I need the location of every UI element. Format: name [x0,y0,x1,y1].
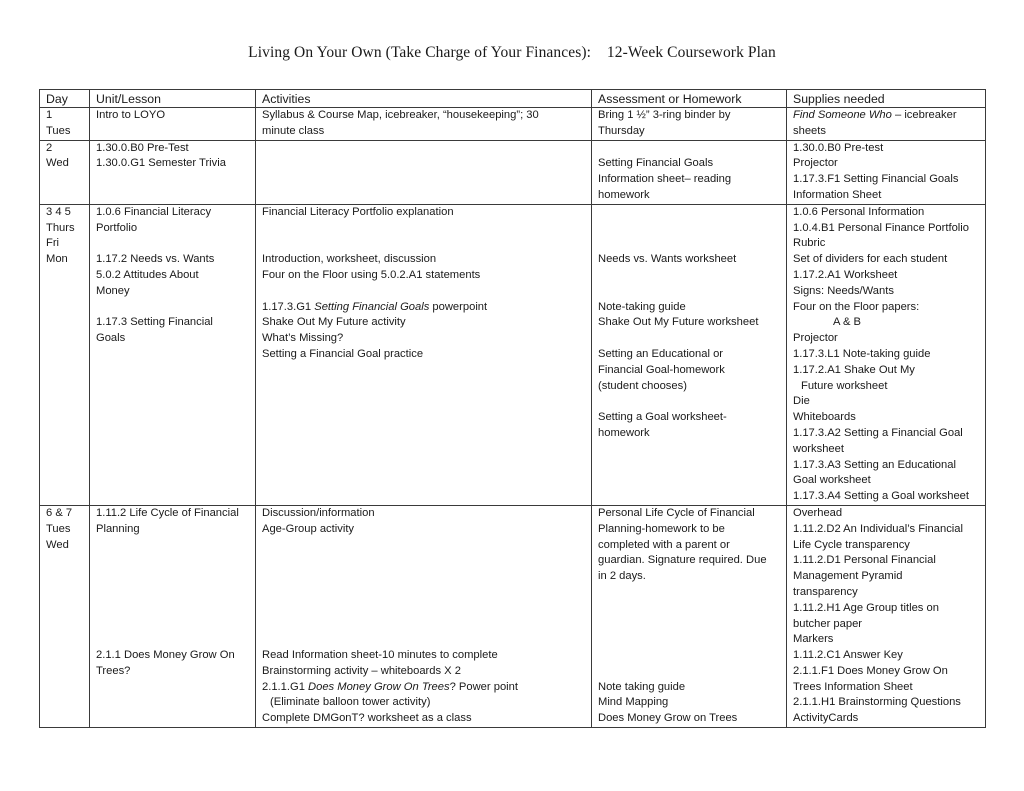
cell-line: Introduction, worksheet, discussion [262,253,437,266]
cell-line [262,553,585,569]
cell-line [598,236,780,252]
cell-line: in 2 days. [598,570,646,583]
cell-line: worksheet [793,442,844,455]
cell-line [96,538,249,554]
cell-line: 2 [46,141,53,154]
cell-line: 1.30.0.B0 Pre-Test [96,141,189,154]
cell-line: Set of dividers for each student [793,253,948,266]
cell-line: 2.1.1.H1 Brainstorming Questions [793,696,961,709]
header-row [40,90,986,108]
unit-lesson-cell [90,108,256,141]
assessment-cell [592,204,787,505]
day-cell [40,204,90,505]
cell-line: 2.1.1.G1 Does Money Grow On Trees? Power point [262,680,519,693]
cell-line: Financial Goal-homework [598,363,725,376]
cell-line: Age-Group activity [262,522,355,535]
cell-line: Intro to LOYO [96,109,166,121]
header-day: Day [40,90,90,108]
cell-line: Setting Financial Goals [598,157,714,170]
cell-line: Needs vs. Wants worksheet [598,253,737,266]
cell-line: 5.0.2 Attitudes About [96,268,199,281]
cell-line: 2.1.1.F1 Does Money Grow On [793,664,948,677]
cell-line: Thursday [598,124,645,137]
cell-line: Planning-homework to be [598,522,725,535]
header-activities: Activities [256,90,592,108]
header-unit-lesson: Unit/Lesson [90,90,256,108]
table-row [40,505,986,727]
cell-line: Portfolio [96,221,138,234]
cell-line: Future worksheet [801,379,888,392]
supplies-cell [787,505,986,727]
cell-line: 1 [46,109,53,121]
cell-line: Money [96,284,130,297]
cell-line [598,221,780,237]
cell-line: Find Someone Who – icebreaker [793,109,957,121]
cell-line: Brainstorming activity – whiteboards X 2 [262,664,461,677]
cell-line: 1.17.2 Needs vs. Wants [96,253,215,266]
cell-line: Shake Out My Future worksheet [598,316,759,329]
cell-line [598,601,780,617]
cell-line [96,601,249,617]
cell-line: Rubric [793,237,826,250]
cell-line: Trees? [96,664,131,677]
cell-line [598,648,780,664]
coursework-plan-table [39,89,986,728]
cell-line: Four on the Floor using 5.0.2.A1 statements [262,268,481,281]
cell-line: 6 & 7 [46,506,73,519]
assessment-cell [592,140,787,204]
cell-line: 1.11.2.C1 Answer Key [793,649,903,662]
cell-line [598,632,780,648]
unit-lesson-cell [90,505,256,727]
cell-line: sheets [793,124,826,137]
cell-line: What’s Missing? [262,332,344,345]
day-cell [40,140,90,204]
cell-line: Mind Mapping [598,696,669,709]
cell-line: Information Sheet [793,188,882,201]
cell-line [598,585,780,601]
cell-line [262,284,585,300]
supplies-cell [787,140,986,204]
cell-line: Trees Information Sheet [793,680,913,693]
cell-line [598,268,780,284]
cell-line: Whiteboards [793,411,856,424]
italic-title: Find Someone Who [793,109,892,121]
cell-line: (student chooses) [598,379,687,392]
cell-line [262,221,585,237]
cell-line [96,569,249,585]
cell-line: butcher paper [793,617,863,630]
cell-line: 1.0.6 Financial Literacy [96,205,212,218]
cell-line: Syllabus & Course Map, icebreaker, “housekeeping”; 30 [262,109,539,121]
cell-line: 1.11.2 Life Cycle of Financial [96,506,239,519]
table-row [40,204,986,505]
cell-line: 1.30.0.B0 Pre-test [793,141,884,154]
cell-line: Fri [46,237,60,250]
cell-line: Bring 1 ½” 3-ring binder by [598,109,731,121]
supplies-cell [787,204,986,505]
cell-line: 1.17.3.A2 Setting a Financial Goal [793,426,963,439]
header-supplies: Supplies needed [787,90,986,108]
cell-line: 1.17.3.A3 Setting an Educational [793,458,956,471]
cell-line: 1.11.2.H1 Age Group titles on [793,601,939,614]
cell-line: Thurs [46,221,75,234]
cell-line: Management Pyramid [793,570,903,583]
cell-line: 1.17.3.A4 Setting a Goal worksheet [793,490,970,503]
cell-line: ActivityCards [793,712,859,725]
cell-line: Setting a Financial Goal practice [262,347,424,360]
table-row [40,140,986,204]
cell-line: Does Money Grow on Trees [598,712,738,725]
cell-line: 2.1.1 Does Money Grow On [96,649,235,662]
cell-line [96,553,249,569]
activities-cell [256,108,592,141]
table-row [40,108,986,141]
cell-line: Information sheet– reading [598,173,732,186]
cell-line: Read Information sheet-10 minutes to complete [262,649,498,662]
cell-line: 1.17.3.G1 Setting Financial Goals powerpoint [262,300,488,313]
cell-line: Discussion/information [262,506,375,519]
cell-line: Note-taking guide [598,300,686,313]
day-cell [40,505,90,727]
italic-title: Does Money Grow On Trees [308,680,450,693]
cell-line [262,601,585,617]
cell-line: A & B [833,316,861,329]
cell-line: transparency [793,585,858,598]
cell-line: (Eliminate balloon tower activity) [270,696,431,709]
cell-line: 1.17.3.L1 Note-taking guide [793,347,931,360]
cell-line [262,538,585,554]
cell-line: Wed [46,157,69,170]
cell-line [262,569,585,585]
cell-line: Note taking guide [598,680,686,693]
header-assessment: Assessment or Homework [592,90,787,108]
cell-line: 1.11.2.D1 Personal Financial [793,554,936,567]
cell-line [262,617,585,633]
activities-cell [256,140,592,204]
cell-line: 1.0.6 Personal Information [793,205,925,218]
assessment-cell [592,505,787,727]
cell-line [598,141,780,157]
cell-line: Personal Life Cycle of Financial [598,506,755,519]
cell-line: completed with a parent or [598,538,730,551]
cell-line: homework [598,188,650,201]
cell-line: 1.30.0.G1 Semester Trivia [96,157,226,170]
cell-line [598,617,780,633]
cell-line: 3 4 5 [46,205,71,218]
cell-line: Complete DMGonT? worksheet as a class [262,712,472,725]
cell-line [96,300,249,316]
day-cell [40,108,90,141]
unit-lesson-cell [90,140,256,204]
cell-line: 1.17.3 Setting Financial [96,316,213,329]
cell-line [96,236,249,252]
document-title: Living On Your Own (Take Charge of Your Finances): 12-Week Coursework Plan [248,44,776,61]
cell-line: Projector [793,157,838,170]
cell-line [598,284,780,300]
cell-line: Setting a Goal worksheet- [598,411,727,424]
cell-line: Goal worksheet [793,474,871,487]
cell-line [598,331,780,347]
cell-line: Life Cycle transparency [793,538,910,551]
activities-cell [256,204,592,505]
cell-line [96,632,249,648]
cell-line: Tues [46,124,71,137]
cell-line: Markers [793,633,834,646]
cell-line: 1.0.4.B1 Personal Finance Portfolio [793,221,969,234]
cell-line: 1.17.3.F1 Setting Financial Goals [793,173,959,186]
cell-line: Wed [46,538,69,551]
cell-line: minute class [262,124,325,137]
cell-line [96,617,249,633]
cell-line: Planning [96,522,140,535]
unit-lesson-cell [90,204,256,505]
cell-line: 1.17.2.A1 Shake Out My [793,363,915,376]
cell-line: Overhead [793,506,843,519]
cell-line: homework [598,426,650,439]
cell-line: Four on the Floor papers: [793,300,920,313]
cell-line [262,585,585,601]
cell-line: Signs: Needs/Wants [793,284,894,297]
supplies-cell [787,108,986,141]
cell-line [598,205,780,221]
italic-title: Setting Financial Goals [314,300,430,313]
cell-line: Financial Literacy Portfolio explanation [262,205,454,218]
cell-line: guardian. Signature required. Due [598,554,767,567]
cell-line [262,236,585,252]
cell-line: 1.17.2.A1 Worksheet [793,268,898,281]
cell-line [262,632,585,648]
cell-line: 1.11.2.D2 An Individual’s Financial [793,522,963,535]
cell-line: Tues [46,522,71,535]
cell-line: Die [793,395,810,408]
cell-line: Shake Out My Future activity [262,316,406,329]
cell-line: Goals [96,332,126,345]
cell-line: Setting an Educational or [598,347,724,360]
cell-line [96,585,249,601]
cell-line [598,394,780,410]
assessment-cell [592,108,787,141]
cell-line: Mon [46,253,68,266]
activities-cell [256,505,592,727]
cell-line [598,664,780,680]
cell-line: Projector [793,332,838,345]
